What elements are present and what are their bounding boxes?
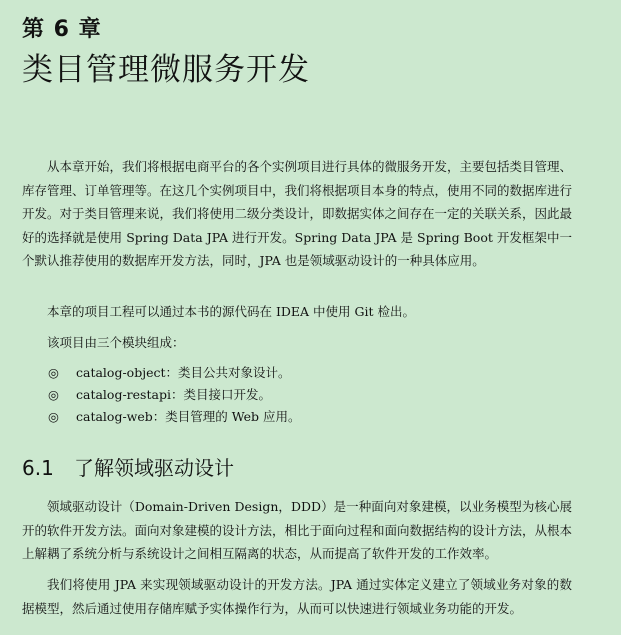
list-item (48, 384, 300, 406)
module-list (48, 362, 300, 428)
module-item-text: catalog-object：类目公共对象设计。 (76, 365, 291, 380)
bullet-icon: ◎ (48, 387, 59, 402)
ddd-paragraph: 领域驱动设计（Domain-Driven Design，DDD）是一种面向对象建模，以业务模型为核心展开的软件开发方法。面向对象建模的设计方法，相比于面向过程和面向数据结构的设计方法，从根本上解耦了系统分析与系统设计之间相互隔离的状态，从而提高了软件开发的工作效率。 (22, 499, 573, 561)
section-number: 6.1 (22, 456, 54, 480)
intro-paragraph: 从本章开始，我们将根据电商平台的各个实例项目进行具体的微服务开发，主要包括类目管理、库存管理、订单管理等。在这几个实例项目中，我们将根据项目本身的特点，使用不同的数据库进行开发。对于类目管理来说，我们将使用二级分类设计，即数据实体之间存在一定的关联关系，因此最好的选择就是使用 Spring Data JPA 进行开发。Spring Data JPA 是 Spring Boot 开发框架中一个默认推荐使用的数据库开发方法，同时，JPA 也是领域驱动设计的一种具体应用。 (22, 159, 573, 268)
bullet-icon: ◎ (48, 365, 59, 380)
section-heading (22, 452, 234, 481)
module-item-text: catalog-web：类目管理的 Web 应用。 (76, 409, 301, 424)
jpa-paragraph: 我们将使用 JPA 来实现领域驱动设计的开发方法。JPA 通过实体定义建立了领域业务对象的数据模型，然后通过使用存储库赋予实体操作行为，从而可以快速进行领域业务功能的开发。 (22, 577, 572, 616)
chapter-label: 第 6 章 (22, 17, 102, 42)
list-item (48, 362, 300, 384)
list-item (48, 406, 300, 428)
chapter-title: 类目管理微服务开发 (22, 52, 310, 88)
module-item-text: catalog-restapi：类目接口开发。 (76, 387, 271, 402)
source-paragraph: 本章的项目工程可以通过本书的源代码在 IDEA 中使用 Git 检出。 (47, 304, 416, 319)
modules-intro-paragraph: 该项目由三个模块组成： (47, 335, 185, 350)
section-title: 了解领域驱动设计 (74, 456, 234, 480)
bullet-icon: ◎ (48, 409, 59, 424)
